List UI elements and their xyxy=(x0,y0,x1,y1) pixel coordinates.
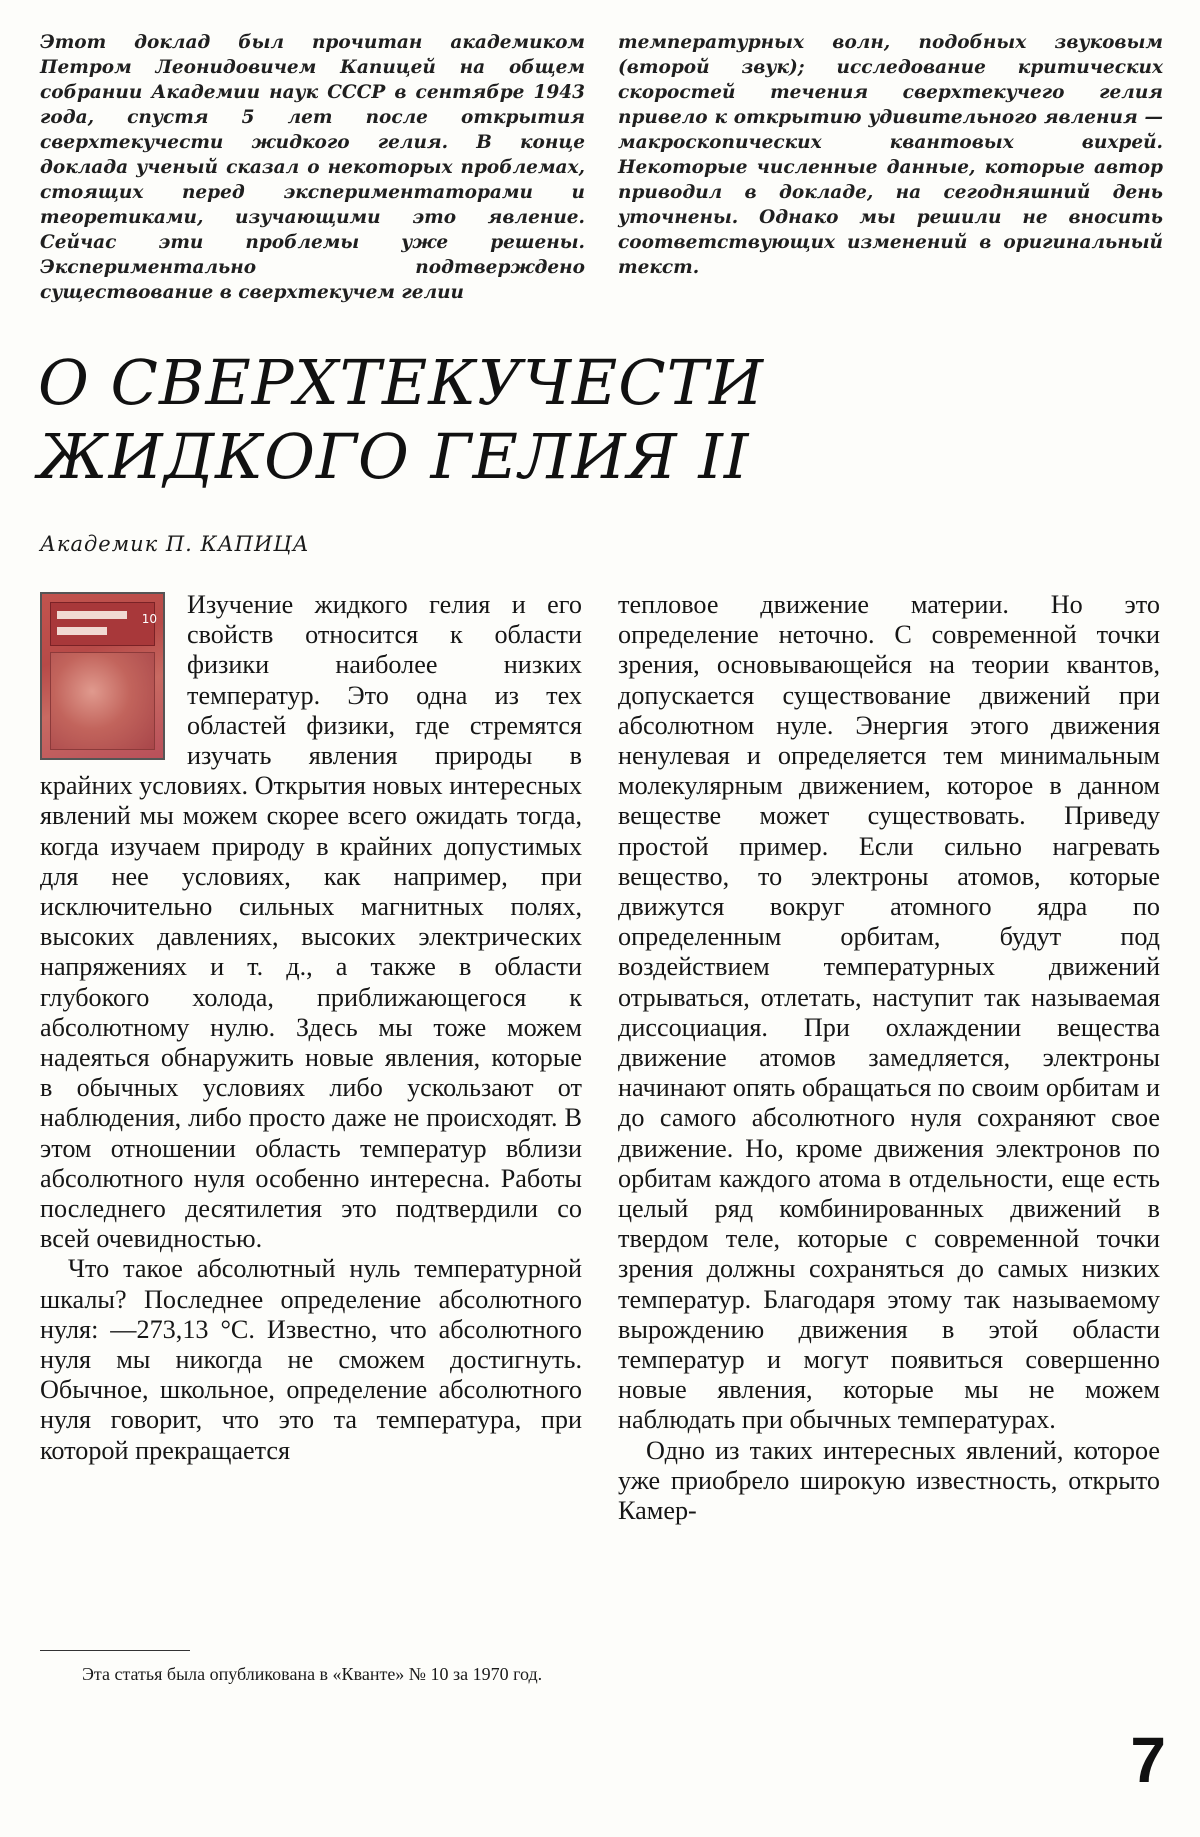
footnote: Эта статья была опубликована в «Кванте» № 10 за 1970 год. xyxy=(82,1664,543,1684)
body-paragraph: Что такое абсолютный нуль температурной шкалы? Последнее определение абсолютного нуля: —273,13 °С. Известно, что абсолютного нуля мы никогда не сможем достигнуть. Обычное, школьное, определение абсолютного нуля говорит, что это та температура, при которой прекращается xyxy=(40,1254,582,1465)
magazine-masthead xyxy=(50,602,155,646)
author-byline: Академик П. КАПИЦА xyxy=(40,532,310,556)
body-column-right xyxy=(618,590,1160,1526)
body-paragraph: Одно из таких интересных явлений, которое уже приобрело широкую известность, открыто Камер- xyxy=(618,1435,1160,1526)
magazine-issue-number: 10 xyxy=(141,612,157,626)
body-paragraph: тепловое движение материи. Но это определение неточно. С современной точки зрения, основывающейся на теории квантов, допускается существование движений при абсолютном нуле. Энергия этого движения ненулевая и определяется тем минимальным молекулярным движением, которое в данном веществе может существовать. Приведу простой пример. Если сильно нагревать вещество, то электроны атомов, которые движутся вокруг атомного ядра по определенным орбитам, будут под воздействием температурных движений отрываться, отлетать, наступит так называемая диссоциация. При охлаждении вещества движение атомов замедляется, электроны начинают опять обращаться по своим орбитам и до самого абсолютного нуля сохраняют свое движение. Но, кроме движения электронов по орбитам каждого атома в отдельности, еще есть целый ряд комбинированных движений в твердом теле, которые с современной точки зрения должны сохраняться до самых низких температур. Благодаря этому так называемому вырождению движения в этой области температур и могут появиться совершенно новые явления, которые мы не можем наблюдать при обычных температурах. xyxy=(618,590,1160,1435)
article-title-line-2: ЖИДКОГО ГЕЛИЯ II xyxy=(38,420,750,493)
intro-note-right: температурных волн, подобных звуковым (второй звук); исследование критических скоростей течения сверхтекучего гелия привело к открытию удивительного явления — макроскопических квантовых вихрей. Некоторые численные данные, которые автор приводил в докладе, на сегодняшний день уточнены. Однако мы решили не вносить соответствующих изменений в оригинальный текст. xyxy=(618,32,1163,278)
body-column-left xyxy=(40,590,582,1466)
article-title-line-1: О СВЕРХТЕКУЧЕСТИ xyxy=(38,346,765,419)
page-number: 7 xyxy=(1130,1724,1166,1796)
magazine-cover-thumbnail xyxy=(40,592,165,760)
magazine-cover-illustration xyxy=(50,652,155,750)
footnote-divider xyxy=(40,1650,190,1651)
body-paragraph: Изучение жидкого гелия и его свойств относится к области физики наиболее низких температур. Это одна из тех областей физики, где стремятся изучать явления природы в крайних условиях. Открытия новых интересных явлений мы можем скорее всего ожидать тогда, когда изучаем природу в крайних допустимых для нее условиях, как например, при исключительно сильных магнитных полях, высоких давлениях, высоких электрических напряжениях и т. д., а также в области глубокого холода, приближающегося к абсолютному нулю. Здесь мы тоже можем надеяться обнаружить новые явления, которые в обычных условиях либо ускользают от наблюдения, либо просто даже не происходят. В этом отношении область температур вблизи абсолютного нуля особенно интересна. Работы последнего десятилетия это подтвердили со всей очевидностью. xyxy=(40,590,582,1254)
article-title xyxy=(38,346,1038,494)
intro-note-left: Этот доклад был прочитан академиком Петром Леонидовичем Капицей на общем собрании Академии наук СССР в сентябре 1943 года, спустя 5 лет после открытия сверхтекучести жидкого гелия. В конце доклада ученый сказал о некоторых проблемах, стоящих перед экспериментаторами и теоретиками, изучающими это явление. Сейчас эти проблемы уже решены. Экспериментально подтверждено существование в сверхтекучем гелии xyxy=(40,32,585,303)
